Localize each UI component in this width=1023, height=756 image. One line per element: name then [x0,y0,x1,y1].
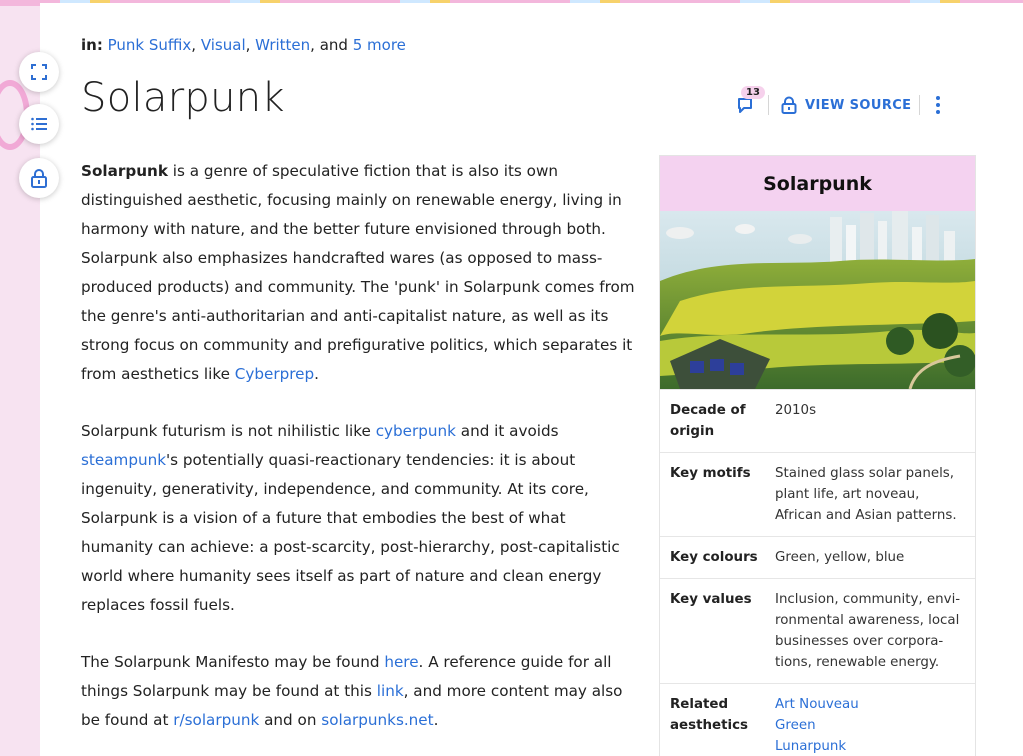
paragraph-text: Solarpunk futurism is not nihilistic like [81,422,376,440]
link-steampunk[interactable]: steampunk [81,451,166,469]
infobox-value: Stained glass solar panels, plant life, art noveau, African and Asian patterns. [775,466,957,523]
link-cyberpunk[interactable]: cyberpunk [375,422,456,440]
infobox-row-related [660,683,975,756]
paragraph-text: . [314,365,319,383]
categories-prefix: in: [81,36,103,54]
categories-more-link[interactable]: 5 more [352,36,406,54]
list-icon [30,115,48,133]
infobox-row-motifs [660,452,975,536]
table-of-contents-button[interactable] [19,104,59,144]
paragraph-text: The Solarpunk Manifesto may be found [81,653,385,671]
paragraph [81,417,641,620]
infobox-value [775,694,965,756]
link-reference-guide[interactable]: link [376,682,404,700]
infobox-title: Solarpunk [660,156,975,211]
paragraph-text: . [433,711,439,729]
related-link-lunarpunk[interactable]: Lunarpunk [775,739,847,754]
paragraph-text: and it avoids [455,422,559,440]
infobox-row-values [660,578,975,683]
page-actions [730,89,940,121]
term-bold: Solarpunk [81,162,168,180]
category-bar: in: Punk Suffix, Visual, Written, and 5 more [81,36,406,54]
link-cyberprep[interactable]: Cyberprep [234,365,315,383]
paragraph [81,648,641,735]
protection-button[interactable] [19,158,59,198]
category-link-punk-suffix[interactable]: Punk Suffix [107,36,192,54]
comments-button[interactable] [730,87,760,120]
paragraph-text: , and more content may also be found at [81,682,623,729]
related-link-green[interactable]: Green [775,718,816,733]
article-body [81,157,641,756]
link-subreddit[interactable]: r/solarpunk [173,711,260,729]
actions-divider [768,95,769,115]
paragraph-text: . A reference guide for all things Solarpunk may be found at this [81,653,612,700]
infobox-label: Related aesthetics [670,697,749,733]
infobox [659,155,976,756]
related-link-art-nouveau[interactable]: Art Nouveau [775,697,859,712]
infobox-row-colours [660,536,975,578]
actions-divider [919,95,920,115]
paragraph-text: and on [259,711,322,729]
lock-icon [30,168,48,188]
category-link-written[interactable]: Written [255,36,311,54]
infobox-image[interactable] [660,211,975,389]
article-page [40,3,1023,756]
paragraph [81,157,641,389]
infobox-label: Decade of origin [670,403,746,439]
infobox-label: Key values [670,592,752,607]
link-solarpunks-net[interactable]: solarpunks.net [321,711,434,729]
fullscreen-icon [30,63,48,81]
link-manifesto[interactable]: here [384,653,419,671]
page-title: Solarpunk [81,75,285,121]
infobox-row-decade [660,389,975,452]
infobox-value: Green, yellow, blue [775,550,905,565]
fullscreen-button[interactable] [19,52,59,92]
comment-count-badge: 13 [741,86,765,99]
infobox-label: Key motifs [670,466,751,481]
infobox-label: Key colours [670,550,758,565]
view-source-button[interactable] [781,96,911,114]
paragraph-text: is a genre of speculative fiction that is also its own distinguished aesthetic, focusing mainly on renewable energy, living in harmony with nature, and the better future envisioned through both. Solarpunk also emphasizes handcrafted wares (as opposed to mass-produced products) and community. The 'punk' in Solarpunk comes from the genre's anti-authoritarian and anti-capitalist nature, as well as its strong focus on community and prefigurative politics, which separates it from aesthetics like [81,162,635,383]
more-options-icon[interactable] [936,96,940,114]
infobox-value: 2010s [775,403,817,418]
view-source-label: VIEW SOURCE [805,97,912,113]
categories-and-text: and [319,36,348,54]
lock-icon [781,96,797,114]
paragraph-text: 's potentially quasi-reactionary tendencies: it is about ingenuity, generativity, independence, and community. At its core, Solarpunk is a vision of a future that embodies the best of what humanity can achieve: a post-scarcity, post-hierarchy, post-capitalistic world where humanity sees itself as part of nature and clean energy replaces fossil fuels. [81,451,620,614]
category-link-visual[interactable]: Visual [200,36,246,54]
infobox-value: Inclusion, community, envi-ronmental awareness, local businesses over corpora-tions, renewable energy. [775,592,961,670]
